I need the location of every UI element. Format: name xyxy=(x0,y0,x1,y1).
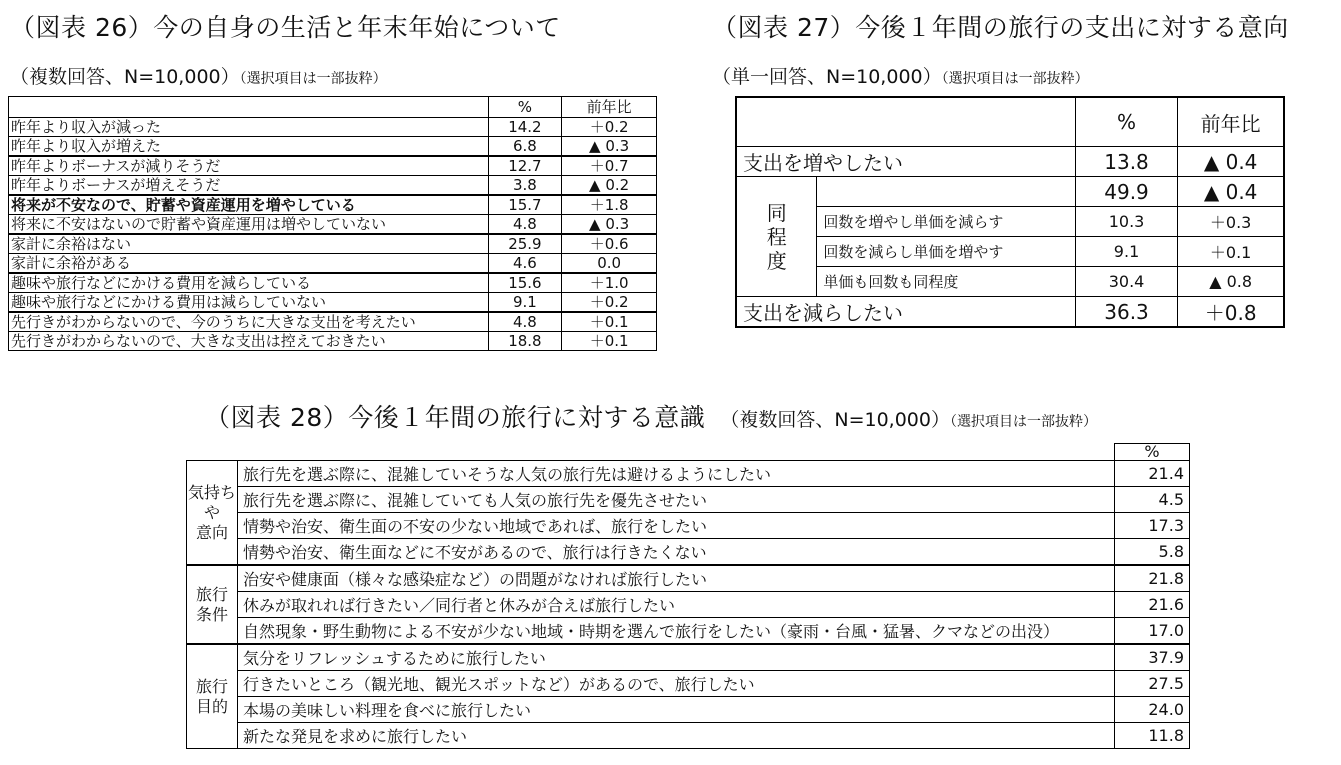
fig27-header-row xyxy=(736,97,1284,147)
fig26-note: （選択項目は一部抜粋） xyxy=(239,71,387,87)
row-label: 本場の美味しい料理を食べに旅行したい xyxy=(238,697,1115,723)
increase-yoy: ▲ 0.4 xyxy=(1178,147,1284,177)
group-label-line: 気持ち xyxy=(187,482,236,502)
table-row xyxy=(9,195,657,215)
fig27-table xyxy=(735,96,1285,328)
row-pct: 21.4 xyxy=(1115,461,1190,487)
row-yoy: ＋0.7 xyxy=(562,156,657,176)
row-yoy: ＋0.1 xyxy=(562,332,657,351)
row-label: 気分をリフレッシュするために旅行したい xyxy=(238,644,1115,671)
decrease-yoy: ＋0.8 xyxy=(1178,297,1284,328)
row-label: 旅行先を選ぶ際に、混雑していそうな人気の旅行先は避けるようにしたい xyxy=(238,461,1115,487)
row-pct: 11.8 xyxy=(1115,723,1190,749)
table-row xyxy=(187,539,1190,566)
fig26-header-yoy: 前年比 xyxy=(562,97,657,118)
fig27-note: （選択項目は一部抜粋） xyxy=(941,71,1089,87)
row-pct: 24.0 xyxy=(1115,697,1190,723)
group-label-line: 意向 xyxy=(195,522,228,542)
same-blank xyxy=(817,177,1075,207)
row-label: 家計に余裕はない xyxy=(9,234,489,254)
table-row xyxy=(187,513,1190,539)
table-row xyxy=(9,254,657,274)
row-pct: 4.8 xyxy=(488,312,562,332)
fig28-heading xyxy=(205,398,1097,434)
row-pct: 27.5 xyxy=(1115,671,1190,697)
row-label: 休みが取れれば行きたい／同行者と休みが合えば旅行したい xyxy=(238,592,1115,618)
fig28-header-row xyxy=(187,444,1190,461)
row-label: 趣味や旅行などにかける費用を減らしている xyxy=(9,273,489,293)
row-yoy: ＋0.6 xyxy=(562,234,657,254)
row-pct: 21.8 xyxy=(1115,565,1190,592)
table-row xyxy=(187,723,1190,749)
table-row xyxy=(9,273,657,293)
row-label: 先行きがわからないので、今のうちに大きな支出を考えたい xyxy=(9,312,489,332)
table-row xyxy=(9,234,657,254)
same-label xyxy=(736,177,817,297)
decrease-pct: 36.3 xyxy=(1075,297,1178,328)
table-row xyxy=(187,618,1190,645)
row-label: 将来が不安なので、貯蓄や資産運用を増やしている xyxy=(9,195,489,215)
sub-label: 単価も回数も同程度 xyxy=(817,267,1075,297)
table-row xyxy=(187,461,1190,487)
row-yoy: ▲ 0.2 xyxy=(562,176,657,196)
table-row xyxy=(9,293,657,313)
fig28-table xyxy=(186,443,1190,749)
table-row xyxy=(736,177,1284,207)
row-pct: 15.7 xyxy=(488,195,562,215)
fig27-title: （図表 27）今後１年間の旅行の支出に対する意向 xyxy=(712,13,1289,42)
row-pct: 6.8 xyxy=(488,137,562,157)
row-label: 昨年より収入が増えた xyxy=(9,137,489,157)
sub-label: 回数を増やし単価を減らす xyxy=(817,207,1075,237)
group-label-line: や xyxy=(203,502,220,522)
row-pct: 17.0 xyxy=(1115,618,1190,645)
fig26-header-blank xyxy=(9,97,489,118)
row-yoy: ▲ 0.3 xyxy=(562,215,657,235)
table-row xyxy=(187,644,1190,671)
row-yoy: 0.0 xyxy=(562,254,657,274)
row-label: 自然現象・野生動物による不安が少ない地域・時期を選んで旅行をしたい（豪雨・台風・猛暑、クマなどの出没） xyxy=(238,618,1115,645)
fig27-subtitle xyxy=(712,62,1089,89)
table-row xyxy=(736,237,1284,267)
fig28-title: （図表 28）今後１年間の旅行に対する意識 xyxy=(205,403,706,432)
fig28-note: （選択項目は一部抜粋） xyxy=(949,414,1097,430)
row-pct: 25.9 xyxy=(488,234,562,254)
fig26-subtitle xyxy=(10,62,387,89)
fig26-header-row xyxy=(9,97,657,118)
table-row xyxy=(736,207,1284,237)
fig28-header-pct: % xyxy=(1115,444,1190,461)
increase-label: 支出を増やしたい xyxy=(736,147,1075,177)
row-label: 行きたいところ（観光地、観光スポットなど）があるので、旅行したい xyxy=(238,671,1115,697)
sub-yoy: ▲ 0.8 xyxy=(1178,267,1284,297)
sub-pct: 9.1 xyxy=(1075,237,1178,267)
row-label: 先行きがわからないので、大きな支出は控えておきたい xyxy=(9,332,489,351)
group-label-text xyxy=(187,483,237,543)
row-label: 家計に余裕がある xyxy=(9,254,489,274)
group-label-line: 条件 xyxy=(195,604,228,624)
sub-pct: 30.4 xyxy=(1075,267,1178,297)
row-pct: 4.6 xyxy=(488,254,562,274)
table-row xyxy=(9,332,657,351)
row-yoy: ＋0.1 xyxy=(562,312,657,332)
group-label-text xyxy=(187,585,237,625)
row-pct: 4.5 xyxy=(1115,487,1190,513)
fig27-header-yoy: 前年比 xyxy=(1178,97,1284,147)
group-label xyxy=(187,565,238,644)
row-label: 昨年より収入が減った xyxy=(9,118,489,137)
row-yoy: ＋1.0 xyxy=(562,273,657,293)
same-yoy: ▲ 0.4 xyxy=(1178,177,1284,207)
table-row xyxy=(736,267,1284,297)
row-pct: 3.8 xyxy=(488,176,562,196)
group-label-line: 旅行 xyxy=(195,676,228,696)
row-pct: 5.8 xyxy=(1115,539,1190,566)
fig28-header-blank xyxy=(187,444,1115,461)
row-label: 新たな発見を求めに旅行したい xyxy=(238,723,1115,749)
table-row xyxy=(9,312,657,332)
same-label-char: 同 xyxy=(766,200,787,225)
row-pct: 4.8 xyxy=(488,215,562,235)
row-yoy: ＋0.2 xyxy=(562,118,657,137)
row-pct: 9.1 xyxy=(488,293,562,313)
sub-label: 回数を減らし単価を増やす xyxy=(817,237,1075,267)
row-label: 昨年よりボーナスが減りそうだ xyxy=(9,156,489,176)
sub-pct: 10.3 xyxy=(1075,207,1178,237)
fig27-subtitle-text: （単一回答、N=10,000） xyxy=(712,66,942,88)
row-label: 将来に不安はないので貯蓄や資産運用は増やしていない xyxy=(9,215,489,235)
table-row xyxy=(9,176,657,196)
row-pct: 12.7 xyxy=(488,156,562,176)
sub-yoy: ＋0.1 xyxy=(1178,237,1284,267)
fig26-table xyxy=(8,96,657,351)
row-label: 治安や健康面（様々な感染症など）の問題がなければ旅行したい xyxy=(238,565,1115,592)
fig26-header-pct: % xyxy=(488,97,562,118)
table-row xyxy=(736,297,1284,328)
row-yoy: ＋1.8 xyxy=(562,195,657,215)
row-yoy: ＋0.2 xyxy=(562,293,657,313)
row-pct: 18.8 xyxy=(488,332,562,351)
table-row xyxy=(9,215,657,235)
fig26-title: （図表 26）今の自身の生活と年末年始について xyxy=(10,13,561,42)
row-label: 昨年よりボーナスが増えそうだ xyxy=(9,176,489,196)
row-label: 情勢や治安、衛生面などに不安があるので、旅行は行きたくない xyxy=(238,539,1115,566)
table-row xyxy=(736,147,1284,177)
group-label-line: 旅行 xyxy=(195,584,228,604)
table-row xyxy=(9,156,657,176)
same-label-char: 程 xyxy=(766,224,787,249)
row-pct: 21.6 xyxy=(1115,592,1190,618)
sub-yoy: ＋0.3 xyxy=(1178,207,1284,237)
table-row xyxy=(187,697,1190,723)
table-row xyxy=(187,565,1190,592)
row-label: 旅行先を選ぶ際に、混雑していても人気の旅行先を優先させたい xyxy=(238,487,1115,513)
fig26-subtitle-text: （複数回答、N=10,000） xyxy=(10,66,240,88)
table-row xyxy=(187,671,1190,697)
same-label-text xyxy=(743,201,810,273)
table-row xyxy=(9,118,657,137)
increase-pct: 13.8 xyxy=(1075,147,1178,177)
decrease-label: 支出を減らしたい xyxy=(736,297,1075,328)
row-pct: 37.9 xyxy=(1115,644,1190,671)
group-label xyxy=(187,461,238,566)
fig28-subtitle: （複数回答、N=10,000） xyxy=(720,409,950,431)
group-label-text xyxy=(187,677,237,717)
fig27-header-blank xyxy=(736,97,1075,147)
same-label-char: 度 xyxy=(766,248,787,273)
row-pct: 17.3 xyxy=(1115,513,1190,539)
row-pct: 14.2 xyxy=(488,118,562,137)
row-label: 情勢や治安、衛生面の不安の少ない地域であれば、旅行をしたい xyxy=(238,513,1115,539)
table-row xyxy=(187,487,1190,513)
row-pct: 15.6 xyxy=(488,273,562,293)
table-row xyxy=(9,137,657,157)
table-row xyxy=(187,592,1190,618)
row-yoy: ▲ 0.3 xyxy=(562,137,657,157)
same-pct: 49.9 xyxy=(1075,177,1178,207)
group-label-line: 目的 xyxy=(195,696,228,716)
group-label xyxy=(187,644,238,749)
fig27-header-pct: % xyxy=(1075,97,1178,147)
row-label: 趣味や旅行などにかける費用は減らしていない xyxy=(9,293,489,313)
